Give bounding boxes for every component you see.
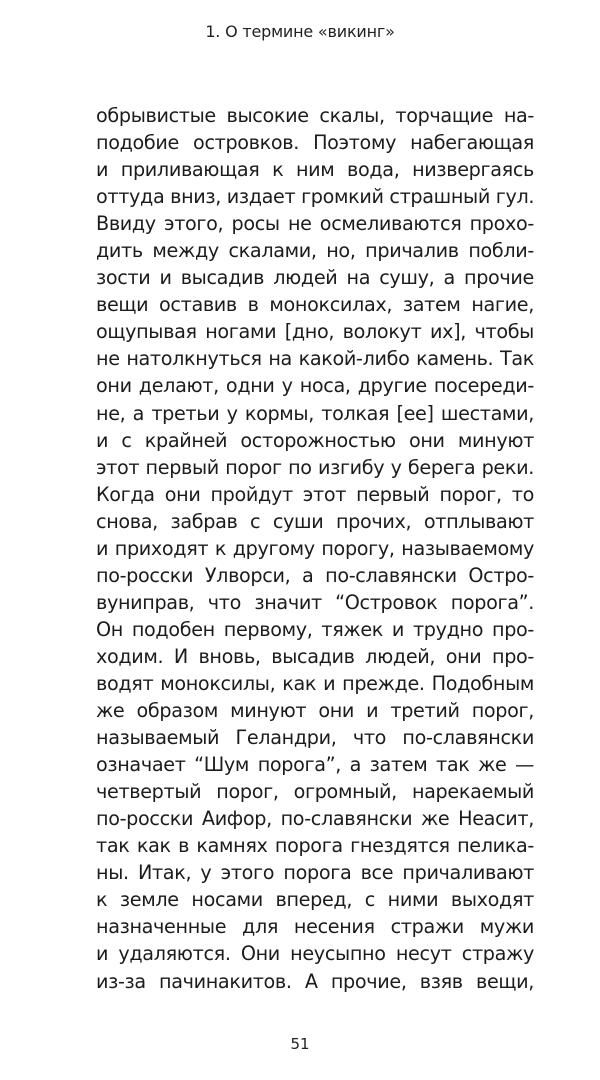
text-line: этот первый порог по изгибу у берега реки. bbox=[96, 455, 534, 479]
text-line: по-росски Улворси, а по-славянски Остро- bbox=[96, 563, 534, 587]
text-line: и приливающая к ним вода, низвергаясь bbox=[96, 158, 534, 182]
text-line: Ввиду этого, росы не осмеливаются прохо- bbox=[96, 212, 534, 236]
text-line: зости и высадив людей на сушу, а прочие bbox=[96, 266, 534, 290]
text-line: оттуда вниз, издает громкий страшный гул. bbox=[96, 185, 535, 209]
text-line: дить между скалами, но, причалив побли- bbox=[96, 239, 534, 263]
text-line: не натолкнуться на какой-либо камень. Так bbox=[96, 347, 534, 371]
text-line: вуниправ, что значит “Островок порога”. bbox=[96, 590, 534, 614]
text-line: снова, забрав с суши прочих, отплывают bbox=[96, 509, 534, 533]
page-number: 51 bbox=[290, 1035, 310, 1053]
text-line: означает “Шум порога”, а затем так же — bbox=[96, 753, 534, 777]
text-line: и удаляются. Они неусыпно несут стражу bbox=[96, 942, 534, 966]
text-line: подобие островков. Поэтому набегающая bbox=[96, 131, 534, 155]
text-line: называемый Геландри, что по-славянски bbox=[96, 726, 534, 750]
text-line: по-росски Аифор, по-славянски же Неасит, bbox=[96, 807, 534, 831]
text-line: четвертый порог, огромный, нарекаемый bbox=[96, 780, 534, 804]
text-line: ощупывая ногами [дно, волокут их], чтобы bbox=[96, 320, 534, 344]
text-line: и приходят к другому порогу, называемому bbox=[96, 536, 534, 560]
text-line: вещи оставив в моноксилах, затем нагие, bbox=[96, 293, 534, 317]
text-line: не, а третьи у кормы, толкая [ее] шестами, bbox=[96, 401, 534, 425]
text-line: назначенные для несения стражи мужи bbox=[96, 915, 534, 939]
text-line: же образом минуют они и третий порог, bbox=[96, 699, 534, 723]
text-line: к земле носами вперед, с ними выходят bbox=[96, 888, 534, 912]
page-body-text bbox=[96, 102, 534, 995]
text-line: ходим. И вновь, высадив людей, они про- bbox=[96, 644, 534, 668]
text-line: из-за пачинакитов. А прочие, взяв вещи, bbox=[96, 969, 534, 993]
text-line: Он подобен первому, тяжек и трудно про- bbox=[96, 617, 534, 641]
running-header: 1. О термине «викинг» bbox=[205, 22, 395, 41]
text-line: ны. Итак, у этого порога все причаливают bbox=[96, 861, 534, 885]
text-line: и с крайней осторожностью они минуют bbox=[96, 428, 534, 452]
text-line: Когда они пройдут этот первый порог, то bbox=[96, 482, 534, 506]
text-line: водят моноксилы, как и прежде. Подобным bbox=[96, 671, 534, 695]
text-line: они делают, одни у носа, другие посереди- bbox=[96, 374, 534, 398]
text-line: так как в камнях порога гнездятся пелика- bbox=[96, 834, 534, 858]
text-line: обрывистые высокие скалы, торчащие на- bbox=[96, 104, 534, 127]
